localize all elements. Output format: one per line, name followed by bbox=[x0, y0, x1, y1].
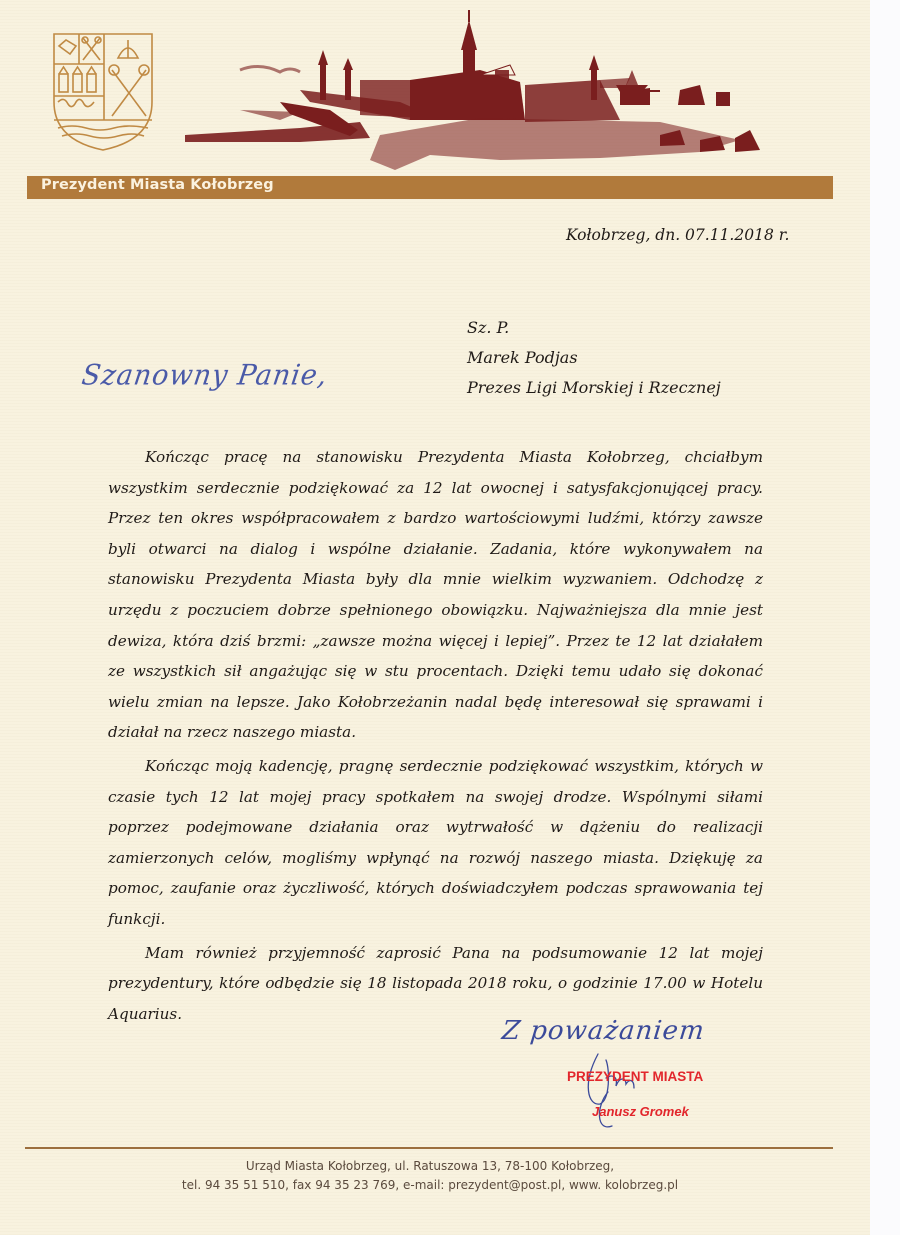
historic-city-skyline-engraving bbox=[180, 10, 770, 170]
letter-body bbox=[108, 442, 763, 1029]
date-line: Kołobrzeg, dn. 07.11.2018 r. bbox=[566, 226, 790, 244]
stamp-title: PREZYDENT MIASTA bbox=[567, 1069, 704, 1084]
recipient-block bbox=[467, 313, 721, 403]
recipient-name: Marek Podjas bbox=[467, 348, 578, 367]
recipient-salutation: Sz. P. bbox=[467, 318, 510, 337]
footer-divider bbox=[25, 1147, 833, 1149]
body-paragraph: Kończąc moją kadencję, pragnę serdecznie podziękować wszystkim, których w czasie tych 12 lat mojej pracy spotkałem na swojej drodze. Wspólnymi siłami poprzez podejmowane działania oraz wytrwałość w dążeniu do realizacji zamierzonych celów, mogliśmy wpłynąć na rozwój naszego miasta. Dziękuję za pomoc, zaufanie oraz życzliwość, których doświadczyłem podczas sprawowania tej funkcji. bbox=[108, 756, 763, 928]
handwritten-signature bbox=[540, 1050, 700, 1135]
stamp-name: Janusz Gromek bbox=[592, 1104, 689, 1119]
footer-address: Urząd Miasta Kołobrzeg, ul. Ratuszowa 13, 78-100 Kołobrzeg, bbox=[245, 1159, 615, 1173]
city-coat-of-arms-icon bbox=[52, 32, 154, 152]
letterhead-band bbox=[27, 176, 833, 199]
footer bbox=[0, 1157, 860, 1195]
handwritten-closing: Z poważaniem bbox=[500, 1016, 707, 1046]
body-paragraph: Mam również przyjemność zaprosić Pana na podsumowanie 12 lat mojej prezydentury, które odbędzie się 18 listopada 2018 roku, o godzinie 17.00 w Hotelu Aquarius. bbox=[108, 943, 763, 1023]
letterhead-title: Prezydent Miasta Kołobrzeg bbox=[41, 177, 274, 193]
handwritten-greeting: Szanowny Panie, bbox=[79, 359, 330, 392]
recipient-title: Prezes Ligi Morskiej i Rzecznej bbox=[467, 378, 721, 397]
body-paragraph: Kończąc pracę na stanowisku Prezydenta Miasta Kołobrzeg, chciałbym wszystkim serdecznie podziękować za 12 lat owocnej i satysfakcjonującej pracy. Przez ten okres współpracowałem z bardzo wartościowymi ludźmi, którzy zawsze byli otwarci na dialog i wspólne działanie. Zadania, które wykonywałem na stanowisku Prezydenta Miasta były dla mnie wielkim wyzwaniem. Odchodzę z urzędu z poczuciem dobrze spełnionego obowiązku. Najważniejsza dla mnie jest dewiza, która dziś brzmi: „zawsze można więcej i lepiej”. Przez te 12 lat działałem ze wszystkich sił angażując się w stu procentach. Dzięki temu udało się dokonać wielu zmian na lepsze. Jako Kołobrzeżanin nadal będę interesował się sprawami i działał na rzecz naszego miasta. bbox=[108, 448, 763, 742]
footer-contact: tel. 94 35 51 510, fax 94 35 23 769, e-mail: prezydent@post.pl, www. kolobrzeg.pl bbox=[181, 1178, 679, 1192]
